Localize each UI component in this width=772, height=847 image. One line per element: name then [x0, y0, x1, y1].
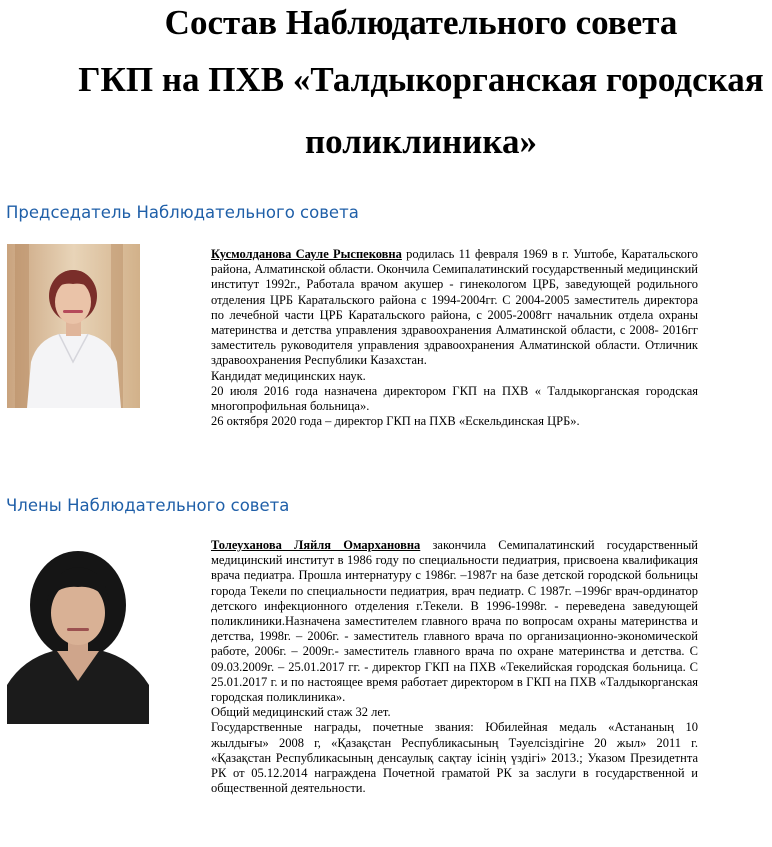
chairman-photo: [7, 244, 140, 408]
chairman-section-title: Председатель Наблюдательного совета: [6, 203, 359, 222]
chairman-degree: Кандидат медицинских наук.: [211, 368, 366, 383]
page-title-line-1: Состав Наблюдательного совета: [164, 3, 678, 42]
page-title-line-2: ГКП на ПХВ «Талдыкорганская городская: [78, 60, 764, 99]
chairman-appointment: 20 июля 2016 года назначена директором ГКП на ПХВ « Талдыкорганская городская многопрофильная больница».: [211, 383, 698, 414]
member-bio: Толеуханова Ляйля Омархановна закончила Семипалатинский государственный медицинский институт в 1986 году по специальности педиатрия, присвоена квалификация врача педиатра. Прошла интернатуру с 1986г. –1987г на базе детской городской больницы города Текели по специальности педиатрия, врач педиатр. С 1987г. –1996г врач-ординатор детского инфекционного отделения г.Текели. В 1996-1998г. - переведена заведующей поликлиники.Назначена заместителем главного врача по вопросам охраны материнства и детства, 1998г. – 2006г. - заместитель главного врача по организационно-экономической работе, 2006г. – 2009г.- заместитель главного врача по охране материнства и детства. С 09.03.2009г. – 25.01.2017 гг. - директор ГКП на ПХВ «Текелийская городская больница. С 25.01.2017 г. и по настоящее время работает директором в ГКП на ПХВ «Талдыкорганская городская поликлиника». Общий медицинский стаж 32 лет. Государственные награды, почетные звания: Юбилейная медаль «Астананың 10 жылдығы» 2008 г, «Қазақстан Республикасының Тәуелсіздігіне 20 жыл» 2011 г. «Қазақстан Республикасының денсаулық сақтау ісінің үздігі» 2013.; Указом Президетнта РК от 05.12.2014 награждена Почетной граматой РК за заслуги в государственной и общественной деятельности.: [211, 538, 698, 796]
member-name: Толеуханова Ляйля Омархановна: [211, 538, 421, 552]
chairman-current-position: 26 октября 2020 года – директор ГКП на ПХВ «Ескельдинская ЦРБ».: [211, 414, 580, 429]
member-awards: Государственные награды, почетные звания: Юбилейная медаль «Астананың 10 жылдығы» 2008 г, «Қазақстан Республикасының Тәуелсіздігіне 20 жыл» 2011 г. «Қазақстан Республикасының денсаулық сақтау ісінің үздігі» 2013.; Указом Президетнта РК от 05.12.2014 награждена Почетной граматой РК за заслуги в государственной и общественной деятельности.: [211, 720, 698, 796]
member-experience: Общий медицинский стаж 32 лет.: [211, 705, 391, 720]
chairman-name: Кусмолданова Сауле Рыспековна: [211, 247, 402, 261]
members-section-title: Члены Наблюдательного совета: [6, 496, 290, 515]
chairman-bio: Кусмолданова Сауле Рыспековна родилась 11 февраля 1969 в г. Уштобе, Каратальского района, Алматинской области. Окончила Семипалатинский государственный медицинский институт 1992г., Работала врачом акушер - гинекологом ЦРБ, заведующей родильного отделения ЦРБ Каратальского района с 1994-2004гг. С 2004-2005 заместитель директора по лечебной части ЦРБ Каратальского района, с 2005-2008гг начальник отдела охраны материнства и детства управления здравоохранения Алматинской области, с 2008- 2016гг заместитель руководителя управления здравоохранения Алматинской области. Отличник здравоохранения Республики Казахстан. Кандидат медицинских наук. 20 июля 2016 года назначена директором ГКП на ПХВ « Талдыкорганская городская многопрофильная больница». 26 октября 2020 года – директор ГКП на ПХВ «Ескельдинская ЦРБ».: [211, 247, 699, 429]
page-title-line-3: поликлиника»: [305, 122, 537, 161]
member-photo: [7, 535, 149, 724]
